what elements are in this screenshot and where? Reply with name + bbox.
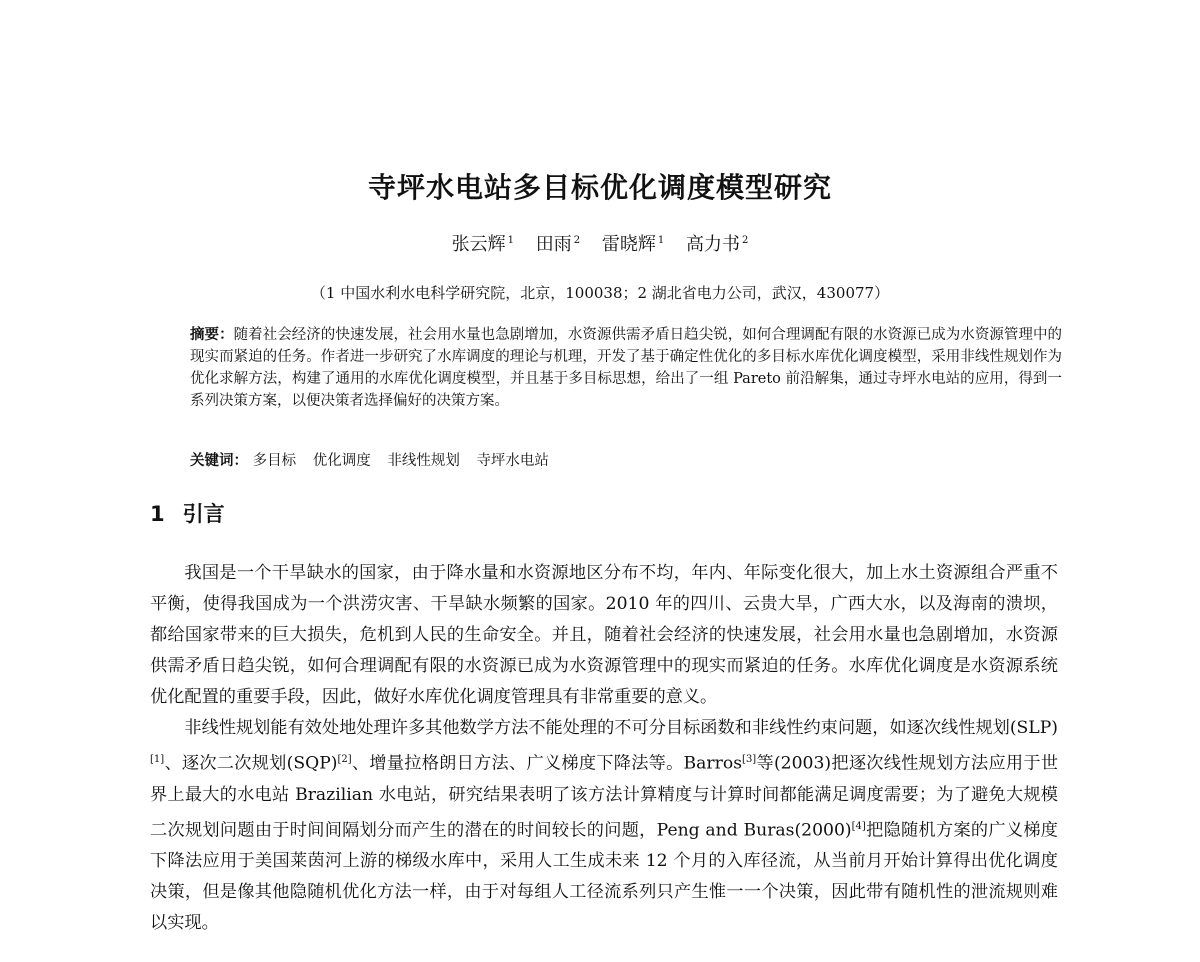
paragraph-text: 把隐随机方案的广义梯度下降法应用于美国莱茵河上游的梯级水库中，采用人工生成未来 12 个月的入库径流，从当前月开始计算得出优化调度决策，但是像其他隐随机优化方法一样，由于对每组人工径流系列只产生惟一一个决策，因此带有随机性的泄流规则难以实现。 xyxy=(150,820,1058,934)
author-affiliation-mark: 2 xyxy=(741,235,749,246)
author-name: 田雨 xyxy=(535,234,572,255)
paper-title: 寺坪水电站多目标优化调度模型研究 xyxy=(367,171,832,204)
paragraph-text: 非线性规划能有效处地处理许多其他数学方法不能处理的不可分目标函数和非线性约束问题，如逐次线性规划(SLP) xyxy=(184,718,1058,738)
keywords xyxy=(190,450,1062,472)
section-title: 引言 xyxy=(182,502,225,526)
section-heading xyxy=(150,498,225,528)
citation-ref-4: [4] xyxy=(851,820,866,832)
author-affiliation-mark: 1 xyxy=(657,235,665,246)
author-name: 高力书 xyxy=(685,234,740,255)
author-1 xyxy=(452,230,514,256)
author-list xyxy=(0,230,1200,256)
affiliation-line: （1 中国水利水电科学研究院，北京，100038；2 湖北省电力公司，武汉，430077） xyxy=(310,284,890,302)
keywords-label: 关键词： xyxy=(190,453,248,469)
author-2 xyxy=(536,230,580,256)
citation-ref-3: [3] xyxy=(742,754,757,765)
section-number: 1 xyxy=(150,502,165,526)
paragraph-text: 、逐次二次规划(SQP) xyxy=(164,753,338,774)
abstract xyxy=(190,324,1062,412)
paragraph-text: 等(2003)把逐次线性规划方法应用于世界上最大的水电站 Brazilian 水电站，研究结果表明了该方法计算精度与计算时间都能满足调度需要；为了避免大规模二次规划问题由于时间间隔划分而产生的潜在的时间较长的问题，Peng and Buras(2000) xyxy=(150,753,1059,841)
author-name: 张云辉 xyxy=(451,234,506,255)
paragraph-text: 、增量拉格朗日方法、广义梯度下降法等。Barros xyxy=(351,753,743,774)
body-text xyxy=(150,558,1058,939)
abstract-text: 随着社会经济的快速发展，社会用水量也急剧增加，水资源供需矛盾日趋尖锐，如何合理调配有限的水资源已成为水资源管理中的现实而紧迫的任务。作者进一步研究了水库调度的理论与机理，开发了基于确定性优化的多目标水库优化调度模型，采用非线性规划作为优化求解方法，构建了通用的水库优化调度模型，并且基于多目标思想，给出了一组 Pareto 前沿解集，通过寺坪水电站的应用，得到一系列决策方案，以便决策者选择偏好的决策方案。 xyxy=(190,327,1063,409)
citation-ref-2: [2] xyxy=(337,754,352,765)
paragraph-2 xyxy=(150,713,1058,939)
keyword-item: 多目标 xyxy=(252,453,297,469)
keyword-item: 非线性规划 xyxy=(387,453,460,469)
author-3 xyxy=(602,230,664,256)
paragraph-1: 我国是一个干旱缺水的国家，由于降水量和水资源地区分布不均，年内、年际变化很大，加上水土资源组合严重不平衡，使得我国成为一个洪涝灾害、干旱缺水频繁的国家。2010 年的四川、云贵大旱，广西大水，以及海南的溃坝，都给国家带来的巨大损失，危机到人民的生命安全。并且，随着社会经济的快速发展，社会用水量也急剧增加，水资源供需矛盾日趋尖锐，如何合理调配有限的水资源已成为水资源管理中的现实而紧迫的任务。水库优化调度是水资源系统优化配置的重要手段，因此，做好水库优化调度管理具有非常重要的意义。 xyxy=(150,563,1058,707)
author-4 xyxy=(686,230,748,256)
abstract-label: 摘要： xyxy=(190,327,234,343)
author-affiliation-mark: 2 xyxy=(573,235,581,246)
keyword-item: 寺坪水电站 xyxy=(476,453,549,469)
keyword-item: 优化调度 xyxy=(312,453,371,469)
citation-ref-1: [1] xyxy=(150,754,165,765)
author-affiliation-mark: 1 xyxy=(507,235,515,246)
author-name: 雷晓辉 xyxy=(601,234,656,255)
